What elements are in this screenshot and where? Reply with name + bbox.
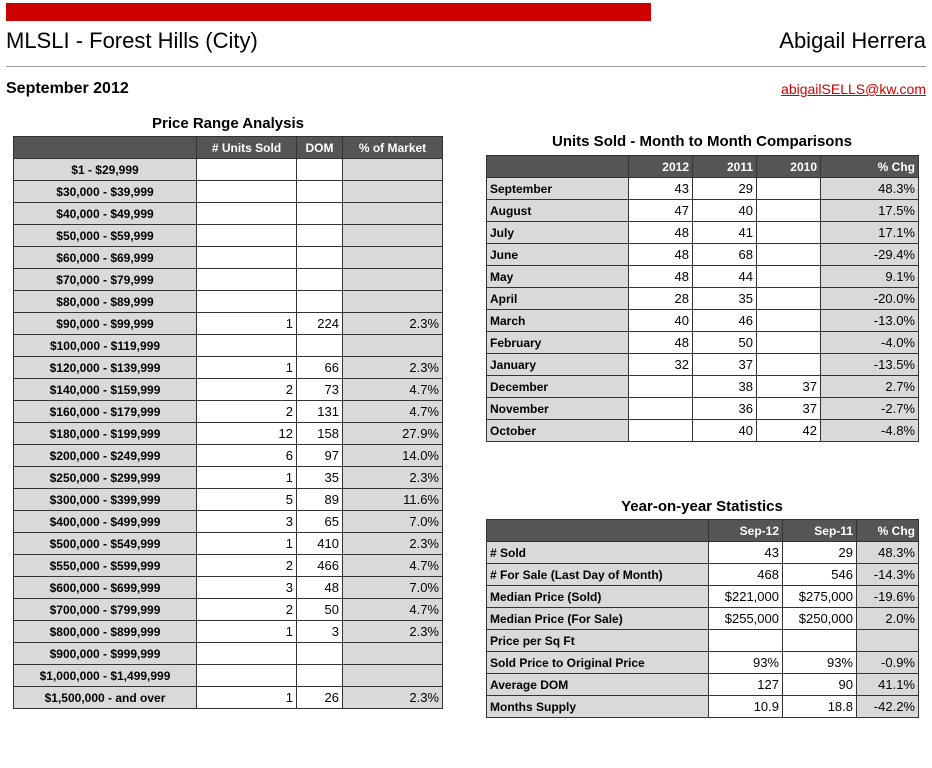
table-cell: 29 [693, 178, 757, 200]
table-cell [297, 269, 343, 291]
table-row [487, 288, 919, 310]
header-red-bar [6, 3, 651, 21]
row-label: $50,000 - $59,999 [14, 225, 197, 247]
table-row [487, 200, 919, 222]
table-row [14, 225, 443, 247]
table-cell: 27.9% [343, 423, 443, 445]
table-cell: 93% [783, 652, 857, 674]
table-cell [757, 266, 821, 288]
row-label: $100,000 - $119,999 [14, 335, 197, 357]
agent-email-link[interactable]: abigailSELLS@kw.com [781, 81, 926, 97]
row-label: Average DOM [487, 674, 709, 696]
table-cell [197, 181, 297, 203]
table-cell [757, 310, 821, 332]
table-cell: 17.5% [821, 200, 919, 222]
table-cell: -4.8% [821, 420, 919, 442]
row-label: February [487, 332, 629, 354]
row-label: October [487, 420, 629, 442]
column-header [14, 137, 197, 159]
table-cell: 6 [197, 445, 297, 467]
table-row [487, 398, 919, 420]
table-cell: 2 [197, 379, 297, 401]
table-cell [757, 332, 821, 354]
table-cell [197, 335, 297, 357]
table-cell: 2.3% [343, 313, 443, 335]
table-cell [297, 203, 343, 225]
table-row [487, 332, 919, 354]
table-row [487, 652, 919, 674]
table-cell: 2.3% [343, 357, 443, 379]
column-header: Sep-11 [783, 520, 857, 542]
table-cell [297, 665, 343, 687]
table-cell: 1 [197, 687, 297, 709]
table-row [14, 335, 443, 357]
table-cell [297, 335, 343, 357]
table-cell [629, 398, 693, 420]
row-label: $300,000 - $399,999 [14, 489, 197, 511]
table-cell: 44 [693, 266, 757, 288]
table-cell: 29 [783, 542, 857, 564]
table-row [487, 608, 919, 630]
table-cell: $250,000 [783, 608, 857, 630]
table-row [487, 420, 919, 442]
table-cell: 224 [297, 313, 343, 335]
table-row [487, 674, 919, 696]
table-row [14, 181, 443, 203]
row-label: $800,000 - $899,999 [14, 621, 197, 643]
row-label: $550,000 - $599,999 [14, 555, 197, 577]
table-cell: -29.4% [821, 244, 919, 266]
table-row [487, 310, 919, 332]
row-label: $60,000 - $69,999 [14, 247, 197, 269]
row-label: $30,000 - $39,999 [14, 181, 197, 203]
table-row [487, 354, 919, 376]
row-label: $40,000 - $49,999 [14, 203, 197, 225]
table-cell: 2.7% [821, 376, 919, 398]
table-row [14, 533, 443, 555]
table-row [487, 542, 919, 564]
row-label: $1,000,000 - $1,499,999 [14, 665, 197, 687]
table-cell: -20.0% [821, 288, 919, 310]
units-sold-caption: Units Sold - Month to Month Comparisons [552, 133, 852, 150]
table-cell: -14.3% [857, 564, 919, 586]
table-cell: 4.7% [343, 555, 443, 577]
table-row [487, 376, 919, 398]
table-cell: 2.3% [343, 621, 443, 643]
row-label: June [487, 244, 629, 266]
table-cell: 97 [297, 445, 343, 467]
table-cell: 37 [757, 398, 821, 420]
table-cell: 1 [197, 467, 297, 489]
table-cell: $221,000 [709, 586, 783, 608]
table-cell: 131 [297, 401, 343, 423]
table-cell: 12 [197, 423, 297, 445]
row-label: $160,000 - $179,999 [14, 401, 197, 423]
table-cell: 66 [297, 357, 343, 379]
report-period: September 2012 [6, 80, 129, 97]
table-cell [857, 630, 919, 652]
column-header: 2010 [757, 156, 821, 178]
table-cell [343, 291, 443, 313]
table-cell: 3 [197, 577, 297, 599]
table-cell: 2 [197, 401, 297, 423]
table-cell: -13.5% [821, 354, 919, 376]
row-label: $70,000 - $79,999 [14, 269, 197, 291]
table-cell: 48.3% [857, 542, 919, 564]
table-cell: 3 [297, 621, 343, 643]
table-cell [343, 181, 443, 203]
table-cell: 48 [629, 332, 693, 354]
table-cell [197, 665, 297, 687]
table-cell: 3 [197, 511, 297, 533]
table-cell [757, 200, 821, 222]
agent-name: Abigail Herrera [779, 28, 926, 53]
row-label: $400,000 - $499,999 [14, 511, 197, 533]
table-row [14, 621, 443, 643]
table-cell: 46 [693, 310, 757, 332]
row-label: May [487, 266, 629, 288]
row-label: $1,500,000 - and over [14, 687, 197, 709]
table-row [487, 222, 919, 244]
table-cell: 10.9 [709, 696, 783, 718]
table-cell: 2.3% [343, 467, 443, 489]
table-row [14, 467, 443, 489]
row-label: November [487, 398, 629, 420]
table-row [14, 445, 443, 467]
table-cell: 35 [693, 288, 757, 310]
table-cell [197, 247, 297, 269]
table-cell: 4.7% [343, 379, 443, 401]
table-cell: 48 [629, 222, 693, 244]
table-cell: 127 [709, 674, 783, 696]
table-cell: 158 [297, 423, 343, 445]
row-label: $500,000 - $549,999 [14, 533, 197, 555]
table-cell [343, 159, 443, 181]
table-cell [757, 244, 821, 266]
column-header: % of Market [343, 137, 443, 159]
table-cell: 466 [297, 555, 343, 577]
table-cell: 43 [709, 542, 783, 564]
table-cell: -4.0% [821, 332, 919, 354]
table-cell [343, 335, 443, 357]
row-label: August [487, 200, 629, 222]
table-row [14, 159, 443, 181]
row-label: July [487, 222, 629, 244]
column-header: DOM [297, 137, 343, 159]
table-row [14, 269, 443, 291]
table-row [487, 564, 919, 586]
table-cell: 43 [629, 178, 693, 200]
yoy-caption: Year-on-year Statistics [621, 498, 783, 515]
table-cell: 36 [693, 398, 757, 420]
units-sold-table [486, 155, 919, 442]
table-row [487, 696, 919, 718]
table-row [14, 423, 443, 445]
table-cell [629, 420, 693, 442]
column-header: 2011 [693, 156, 757, 178]
table-cell: 1 [197, 621, 297, 643]
table-cell: $275,000 [783, 586, 857, 608]
column-header [487, 520, 709, 542]
table-cell [197, 225, 297, 247]
table-cell: 7.0% [343, 511, 443, 533]
table-cell [197, 203, 297, 225]
table-row [487, 244, 919, 266]
table-cell [757, 222, 821, 244]
table-cell [297, 225, 343, 247]
table-cell: -0.9% [857, 652, 919, 674]
row-label: Months Supply [487, 696, 709, 718]
table-row [14, 357, 443, 379]
table-cell: 50 [693, 332, 757, 354]
table-cell [197, 291, 297, 313]
price-range-table [13, 136, 443, 709]
table-cell: 40 [693, 420, 757, 442]
table-cell: 1 [197, 357, 297, 379]
table-cell: 26 [297, 687, 343, 709]
table-cell: 48 [629, 266, 693, 288]
table-cell: 42 [757, 420, 821, 442]
row-label: Median Price (For Sale) [487, 608, 709, 630]
table-cell [757, 354, 821, 376]
table-cell [783, 630, 857, 652]
table-row [14, 401, 443, 423]
table-cell: 1 [197, 313, 297, 335]
table-cell [343, 269, 443, 291]
table-cell: 9.1% [821, 266, 919, 288]
row-label: $600,000 - $699,999 [14, 577, 197, 599]
table-cell: 93% [709, 652, 783, 674]
table-row [487, 266, 919, 288]
table-cell: 468 [709, 564, 783, 586]
table-cell: 17.1% [821, 222, 919, 244]
table-cell: 41 [693, 222, 757, 244]
row-label: $180,000 - $199,999 [14, 423, 197, 445]
table-cell: 7.0% [343, 577, 443, 599]
table-cell [343, 643, 443, 665]
row-label: Median Price (Sold) [487, 586, 709, 608]
column-header: Sep-12 [709, 520, 783, 542]
table-row [487, 586, 919, 608]
table-cell: 5 [197, 489, 297, 511]
column-header: % Chg [857, 520, 919, 542]
table-cell: 2.3% [343, 533, 443, 555]
row-label: # Sold [487, 542, 709, 564]
table-cell: 14.0% [343, 445, 443, 467]
table-cell [297, 159, 343, 181]
row-label: January [487, 354, 629, 376]
row-label: $900,000 - $999,999 [14, 643, 197, 665]
table-cell [197, 643, 297, 665]
table-cell: 18.8 [783, 696, 857, 718]
table-row [487, 178, 919, 200]
header-divider [6, 66, 926, 67]
table-row [14, 643, 443, 665]
table-row [14, 291, 443, 313]
table-cell: 40 [629, 310, 693, 332]
table-cell [297, 247, 343, 269]
table-cell [343, 225, 443, 247]
row-label: $250,000 - $299,999 [14, 467, 197, 489]
table-cell [343, 203, 443, 225]
row-label: $140,000 - $159,999 [14, 379, 197, 401]
table-cell: 546 [783, 564, 857, 586]
table-cell [757, 178, 821, 200]
table-row [14, 599, 443, 621]
table-cell: 2.0% [857, 608, 919, 630]
row-label: $1 - $29,999 [14, 159, 197, 181]
yoy-table [486, 519, 919, 718]
table-cell: 32 [629, 354, 693, 376]
table-row [14, 665, 443, 687]
table-cell: 37 [757, 376, 821, 398]
table-cell: 4.7% [343, 401, 443, 423]
table-cell: 38 [693, 376, 757, 398]
table-cell: 48 [629, 244, 693, 266]
table-cell: 37 [693, 354, 757, 376]
table-cell: 48 [297, 577, 343, 599]
table-cell: 90 [783, 674, 857, 696]
table-cell [709, 630, 783, 652]
row-label: $90,000 - $99,999 [14, 313, 197, 335]
table-row [14, 555, 443, 577]
table-cell: -13.0% [821, 310, 919, 332]
row-label: Price per Sq Ft [487, 630, 709, 652]
table-cell: 410 [297, 533, 343, 555]
table-cell: 28 [629, 288, 693, 310]
table-row [14, 489, 443, 511]
table-cell: 50 [297, 599, 343, 621]
table-cell: -42.2% [857, 696, 919, 718]
price-range-caption: Price Range Analysis [151, 115, 304, 132]
column-header: 2012 [629, 156, 693, 178]
table-cell: 2.3% [343, 687, 443, 709]
row-label: $80,000 - $89,999 [14, 291, 197, 313]
table-cell [757, 288, 821, 310]
table-cell: 41.1% [857, 674, 919, 696]
table-row [14, 313, 443, 335]
table-cell: 1 [197, 533, 297, 555]
table-cell: 2 [197, 599, 297, 621]
table-cell: -2.7% [821, 398, 919, 420]
table-cell: -19.6% [857, 586, 919, 608]
table-cell: 4.7% [343, 599, 443, 621]
table-row [14, 577, 443, 599]
table-row [14, 511, 443, 533]
row-label: December [487, 376, 629, 398]
table-cell [197, 159, 297, 181]
table-row [14, 687, 443, 709]
row-label: March [487, 310, 629, 332]
table-cell [629, 376, 693, 398]
table-cell: 40 [693, 200, 757, 222]
row-label: Sold Price to Original Price [487, 652, 709, 674]
table-cell: 73 [297, 379, 343, 401]
column-header [487, 156, 629, 178]
table-cell: 11.6% [343, 489, 443, 511]
table-cell: 2 [197, 555, 297, 577]
table-cell [297, 291, 343, 313]
table-row [14, 247, 443, 269]
table-cell: 68 [693, 244, 757, 266]
table-cell: 65 [297, 511, 343, 533]
row-label: April [487, 288, 629, 310]
table-cell [297, 181, 343, 203]
table-cell [343, 665, 443, 687]
table-cell: 47 [629, 200, 693, 222]
table-cell: 89 [297, 489, 343, 511]
table-cell: $255,000 [709, 608, 783, 630]
column-header: % Chg [821, 156, 919, 178]
row-label: # For Sale (Last Day of Month) [487, 564, 709, 586]
table-row [14, 203, 443, 225]
row-label: $200,000 - $249,999 [14, 445, 197, 467]
column-header: # Units Sold [197, 137, 297, 159]
table-cell [297, 643, 343, 665]
table-cell [197, 269, 297, 291]
table-row [487, 630, 919, 652]
row-label: $120,000 - $139,999 [14, 357, 197, 379]
row-label: $700,000 - $799,999 [14, 599, 197, 621]
table-cell [343, 247, 443, 269]
table-cell: 35 [297, 467, 343, 489]
report-title: MLSLI - Forest Hills (City) [6, 28, 258, 53]
table-row [14, 379, 443, 401]
table-cell: 48.3% [821, 178, 919, 200]
row-label: September [487, 178, 629, 200]
